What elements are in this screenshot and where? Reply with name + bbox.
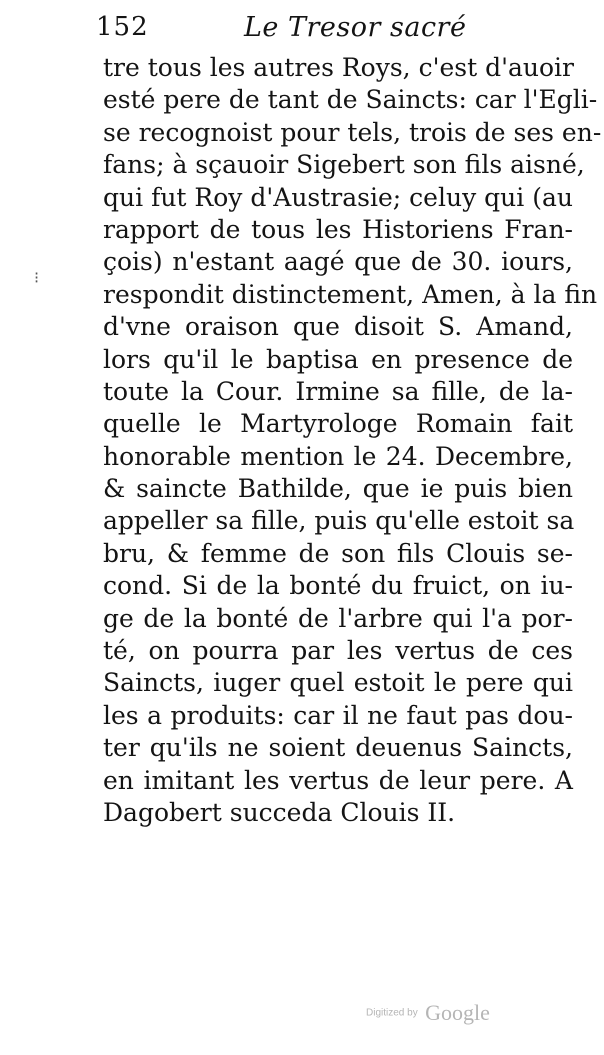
text-line: té, on pourra par les vertus de ces (103, 636, 573, 666)
text-line: cond. Si de la bonté du fruict, on iu- (103, 571, 573, 601)
text-line: & saincte Bathilde, que ie puis bien (103, 474, 573, 504)
text-line: ge de la bonté de l'arbre qui l'a por- (103, 603, 573, 633)
text-line: appeller sa fille, puis qu'elle estoit sa (103, 506, 575, 536)
text-line: qui fut Roy d'Austrasie; celuy qui (au (103, 182, 573, 212)
text-line: rapport de tous les Historiens Fran- (103, 214, 573, 244)
text-line: Saincts, iuger quel estoit le pere qui (103, 668, 573, 698)
text-line: les a produits: car il ne faut pas dou- (103, 700, 573, 730)
text-line: honorable mention le 24. Decembre, (103, 441, 573, 471)
text-line: d'vne oraison que disoit S. Amand, (103, 312, 573, 342)
page-number: 152 (96, 12, 149, 42)
text-line: bru, & femme de son fils Clouis se- (103, 538, 573, 568)
running-title: Le Tresor sacré (244, 12, 467, 43)
text-line: toute la Cour. Irmine sa fille, de la- (103, 376, 573, 406)
margin-mark: ⁝ (34, 268, 40, 287)
text-line: çois) n'estant aagé que de 30. iours, (103, 247, 573, 277)
text-line: quelle le Martyrologe Romain fait (103, 409, 573, 439)
running-head (96, 12, 576, 46)
text-line: en imitant les vertus de leur pere. A (103, 765, 573, 795)
digitized-watermark (366, 1000, 490, 1026)
text-line: se recognoist pour tels, trois de ses en- (103, 117, 602, 147)
text-line: esté pere de tant de Saincts: car l'Egli- (103, 85, 598, 115)
watermark-prefix: Digitized by (366, 1007, 418, 1019)
text-line: tre tous les autres Roys, c'est d'auoir (103, 53, 574, 82)
text-line: ter qu'ils ne soient deuenus Saincts, (103, 733, 573, 763)
text-line: respondit distinctement, Amen, à la fin (103, 279, 598, 309)
text-line-last: Dagobert succeda Clouis II. (103, 797, 456, 827)
text-line: fans; à sçauoir Sigebert son fils aisné, (103, 150, 585, 180)
body-text (103, 52, 602, 829)
text-line: lors qu'il le baptisa en presence de (103, 344, 573, 374)
google-logo: Google (425, 1000, 490, 1025)
